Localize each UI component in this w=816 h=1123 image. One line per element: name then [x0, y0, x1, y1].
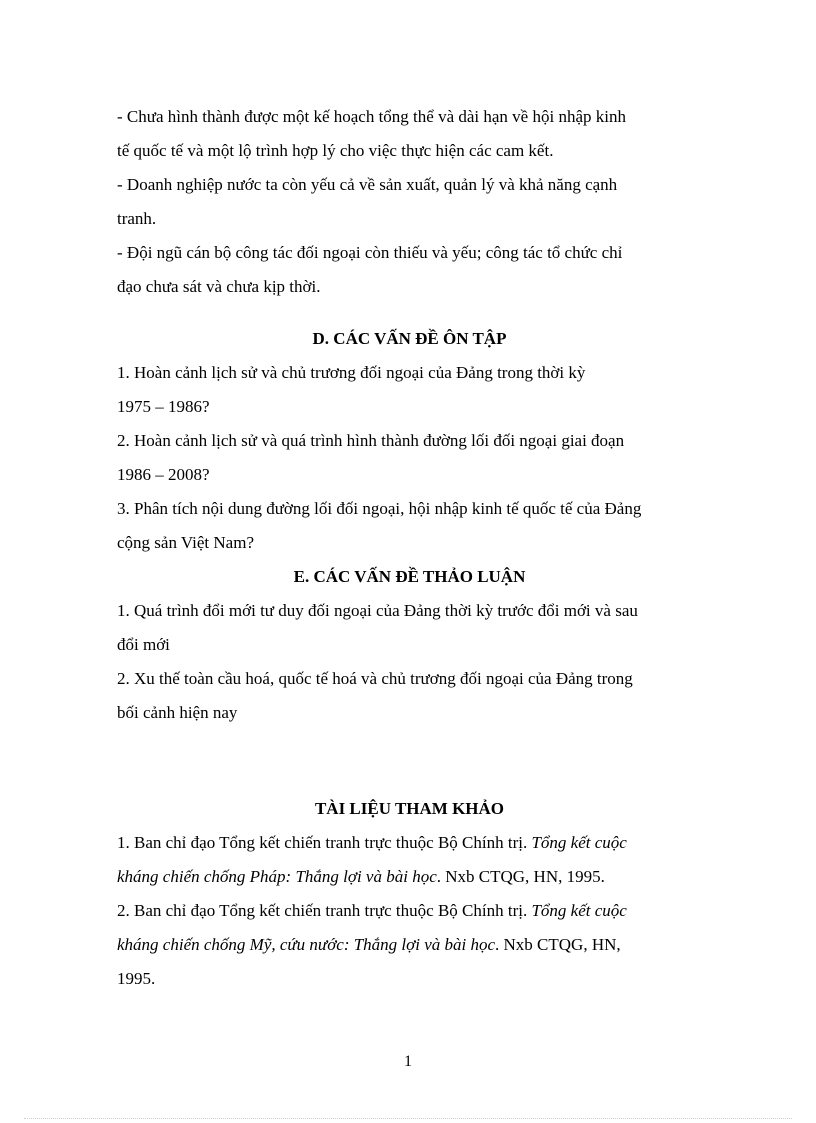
body-line: tranh.	[117, 209, 157, 228]
section-e-title: E. CÁC VẤN ĐỀ THẢO LUẬN	[293, 567, 526, 586]
question-line: 1975 – 1986?	[117, 397, 210, 416]
reference-line: 1995.	[117, 969, 156, 988]
section-e	[117, 560, 702, 730]
reference-line	[117, 928, 702, 962]
body-line: đạo chưa sát và chưa kịp thời.	[117, 277, 321, 296]
reference-title-italic: kháng chiến chống Pháp: Thắng lợi và bài học	[117, 867, 437, 886]
body-line: - Chưa hình thành được một kế hoạch tổng thể và dài hạn về hội nhập kinh	[117, 107, 626, 126]
body-line: - Doanh nghiệp nước ta còn yếu cả về sản xuất, quản lý và khả năng cạnh	[117, 175, 618, 194]
discussion-line: đổi mới	[117, 635, 170, 654]
reference-text: 1. Ban chỉ đạo Tổng kết chiến tranh trực thuộc Bộ Chính trị.	[117, 833, 532, 852]
reference-title-italic: kháng chiến chống Mỹ, cứu nước: Thắng lợi và bài học	[117, 935, 496, 954]
discussion-line: bối cảnh hiện nay	[117, 703, 238, 722]
spacer	[117, 304, 702, 322]
page-number: 1	[404, 1053, 412, 1070]
page-content	[117, 100, 702, 996]
reference-line	[117, 860, 702, 894]
section-d-title: D. CÁC VẤN ĐỀ ÔN TẬP	[312, 329, 507, 348]
question-line: 3. Phân tích nội dung đường lối đối ngoại, hội nhập kinh tế quốc tế của Đảng	[117, 499, 642, 518]
reference-title-italic: Tổng kết cuộc	[531, 833, 627, 852]
page-bottom-divider	[24, 1118, 792, 1119]
discussion-line: 1. Quá trình đổi mới tư duy đối ngoại của Đảng thời kỳ trước đổi mới và sau	[117, 601, 638, 620]
references-section	[117, 792, 702, 996]
body-line: tế quốc tế và một lộ trình hợp lý cho việc thực hiện các cam kết.	[117, 141, 554, 160]
body-line: - Đội ngũ cán bộ công tác đối ngoại còn thiếu và yếu; công tác tổ chức chỉ	[117, 243, 623, 262]
reference-line	[117, 826, 702, 860]
reference-text: . Nxb CTQG, HN,	[495, 935, 621, 954]
reference-text: 2. Ban chỉ đạo Tổng kết chiến tranh trực thuộc Bộ Chính trị.	[117, 901, 532, 920]
section-d	[117, 322, 702, 560]
question-line: 1. Hoàn cảnh lịch sử và chủ trương đối ngoại của Đảng trong thời kỳ	[117, 363, 586, 382]
question-line: 2. Hoàn cảnh lịch sử và quá trình hình thành đường lối đối ngoại giai đoạn	[117, 431, 625, 450]
reference-text: . Nxb CTQG, HN, 1995.	[436, 867, 605, 886]
reference-line	[117, 894, 702, 928]
reference-item	[117, 894, 702, 996]
question-line: cộng sản Việt Nam?	[117, 533, 254, 552]
discussion-line: 2. Xu thế toàn cầu hoá, quốc tế hoá và chủ trương đối ngoại của Đảng trong	[117, 669, 633, 688]
spacer	[117, 730, 702, 792]
reference-item	[117, 826, 702, 894]
question-line: 1986 – 2008?	[117, 465, 210, 484]
reference-title-italic: Tổng kết cuộc	[531, 901, 627, 920]
section-c-tail	[117, 100, 702, 304]
references-title: TÀI LIỆU THAM KHẢO	[314, 799, 505, 818]
